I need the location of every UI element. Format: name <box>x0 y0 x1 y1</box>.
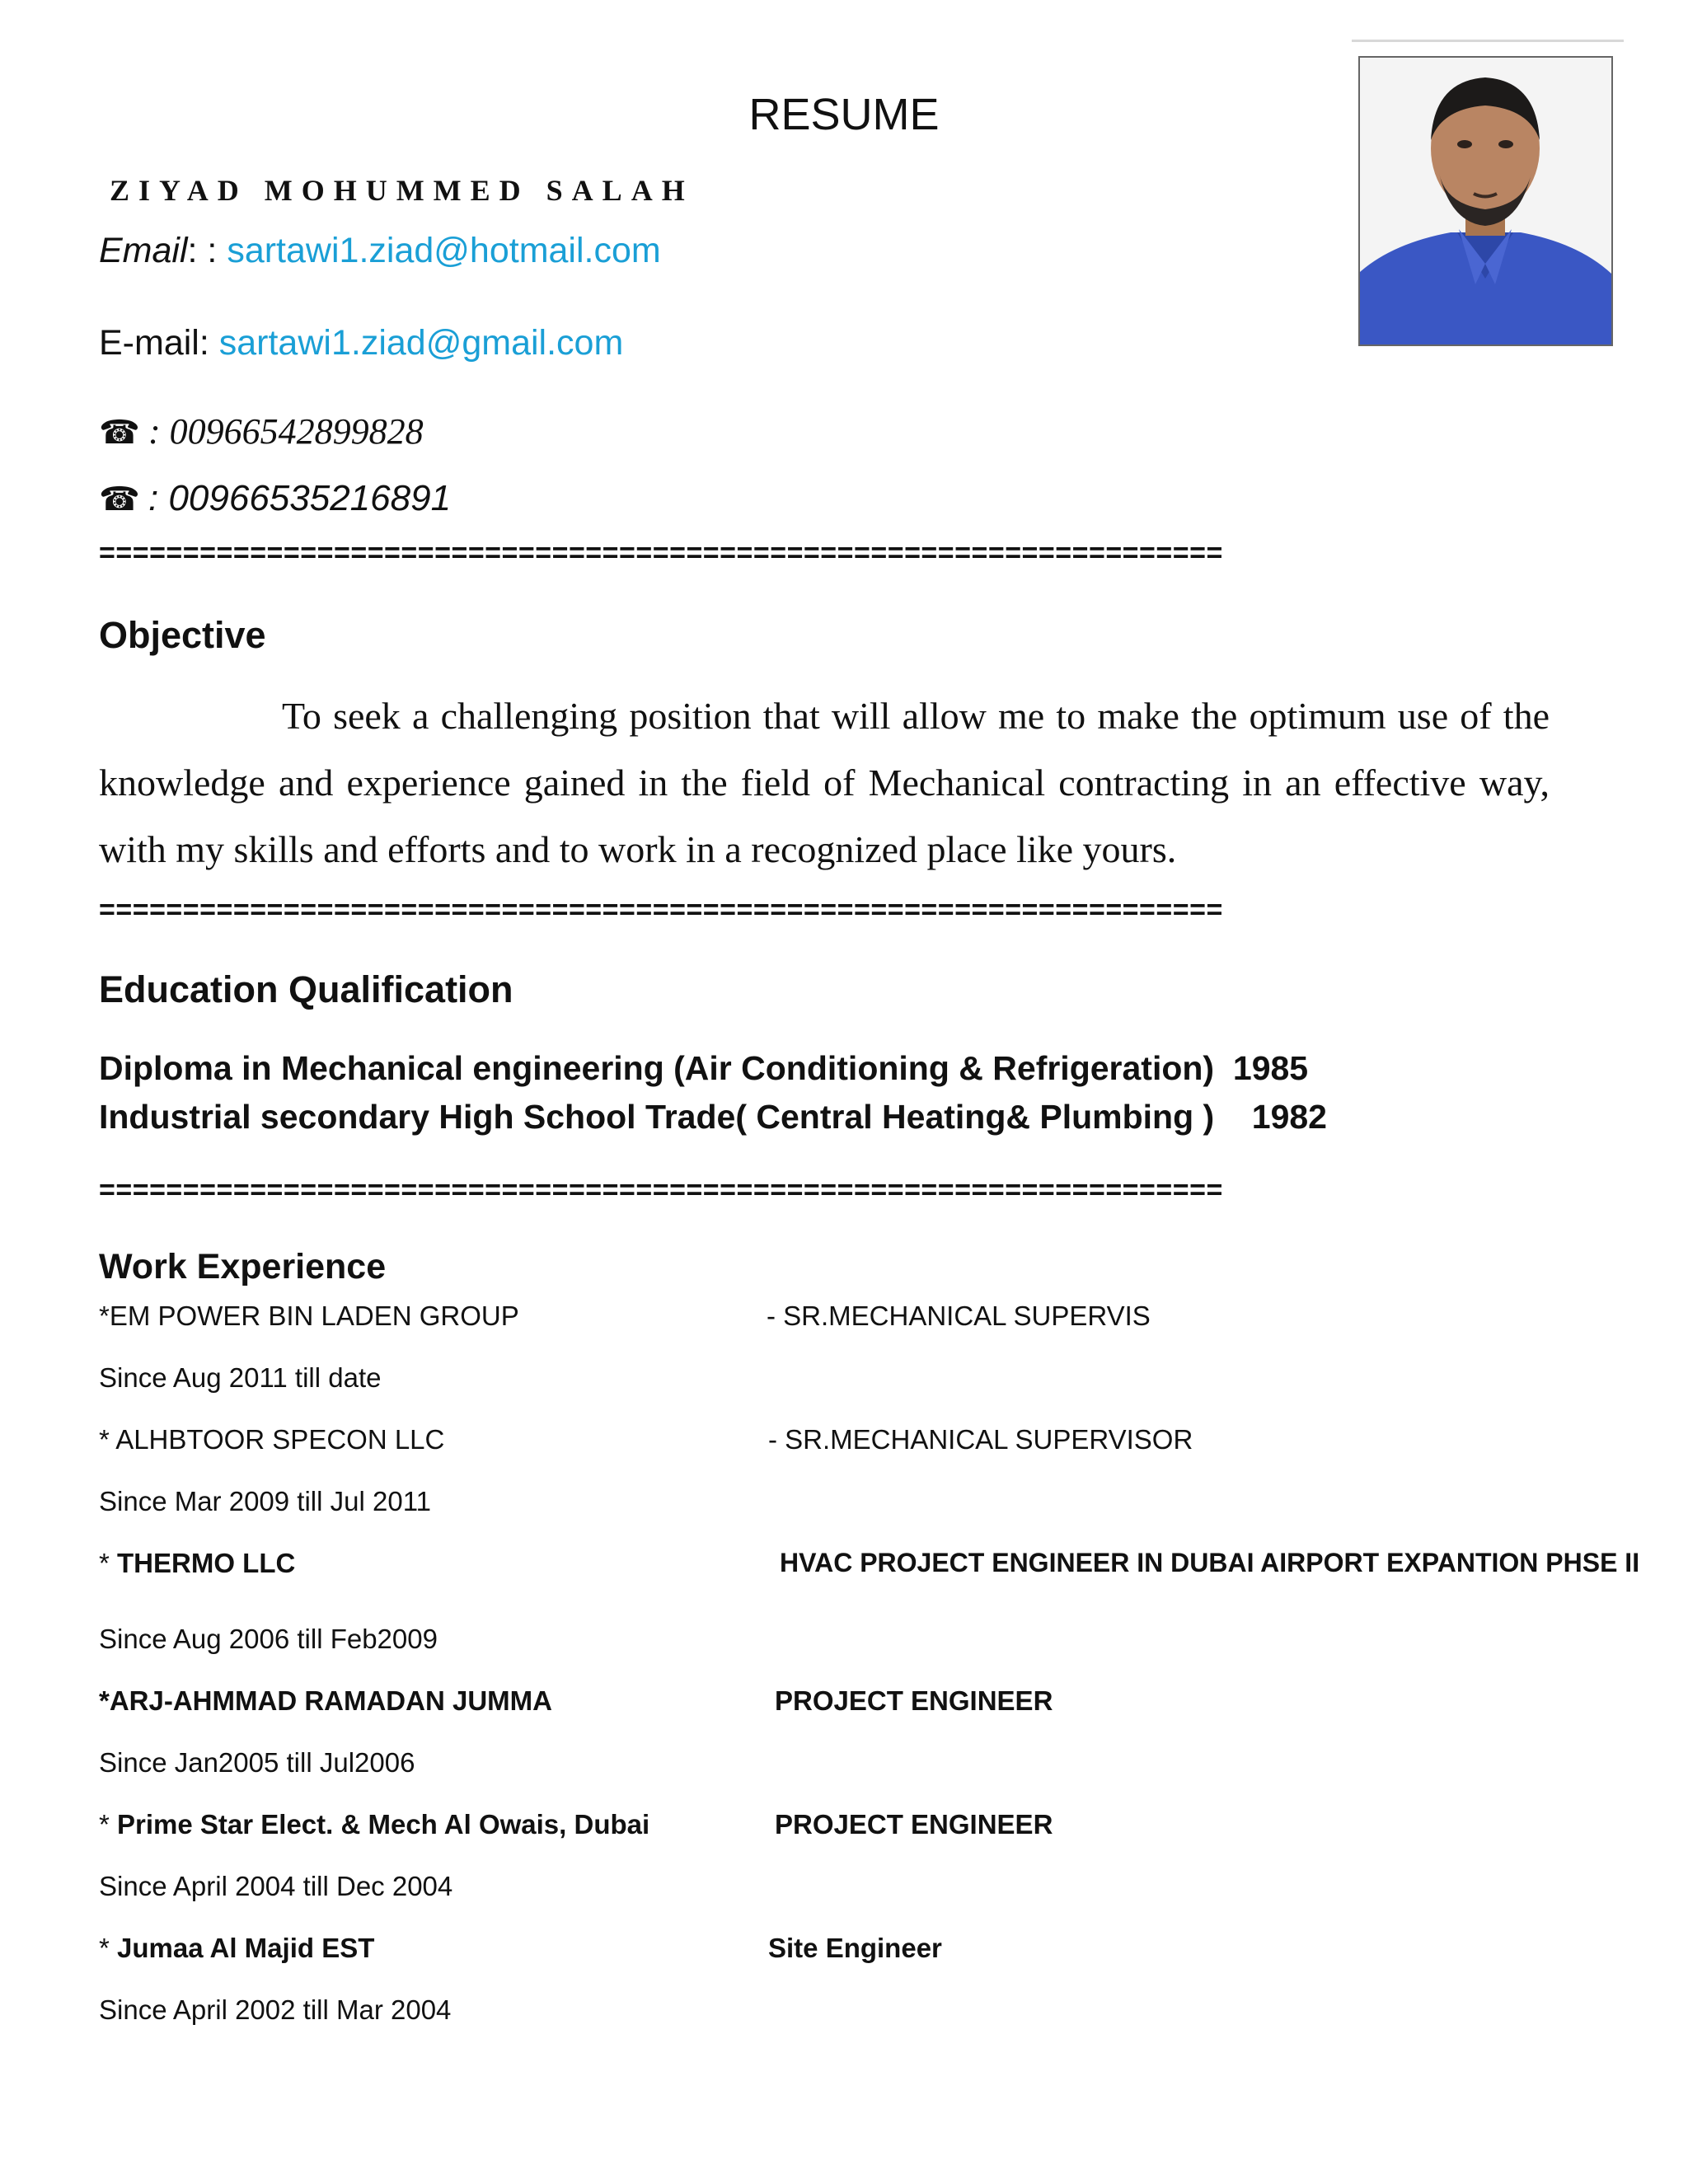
email-link-hotmail[interactable]: sartawi1.ziad@hotmail.com <box>227 231 661 270</box>
education-degree: Diploma in Mechanical engineering (Air Conditioning & Refrigeration) <box>99 1049 1215 1087</box>
job-bullet: * <box>99 1809 118 1840</box>
job-bullet: * <box>99 1933 118 1963</box>
telephone-icon: ☎ <box>99 414 140 451</box>
job-role: PROJECT ENGINEER <box>775 1685 1053 1716</box>
phone-line-1 <box>99 410 424 452</box>
profile-photo <box>1358 56 1613 346</box>
header-rule <box>1352 40 1624 42</box>
job-role: HVAC PROJECT ENGINEER IN DUBAI AIRPORT EXPANTION PHSE II <box>780 1548 1640 1577</box>
candidate-name: ZIYAD MOHUMMED SALAH <box>110 174 694 207</box>
job-company: * ALHBTOOR SPECON LLC <box>99 1424 445 1455</box>
telephone-icon: ☎ <box>99 481 140 518</box>
job-period: Since Mar 2009 till Jul 2011 <box>99 1486 431 1516</box>
email-line-2 <box>99 323 623 363</box>
email-line-1 <box>99 231 661 271</box>
phone-number-1: : 00966542899828 <box>148 411 424 452</box>
job-company-line <box>99 1809 649 1840</box>
email-link-gmail[interactable]: sartawi1.ziad@gmail.com <box>218 323 624 363</box>
education-item-highschool <box>99 1098 1327 1137</box>
education-item-diploma <box>99 1049 1308 1088</box>
job-period: Since April 2002 till Mar 2004 <box>99 1994 452 2025</box>
job-period: Since Jan2005 till Jul2006 <box>99 1747 415 1778</box>
education-year: 1985 <box>1232 1049 1309 1087</box>
objective-heading: Objective <box>99 614 266 656</box>
page-title: RESUME <box>748 90 940 139</box>
divider-2: =================================================================== <box>99 894 1223 926</box>
job-role: - SR.MECHANICAL SUPERVIS <box>767 1301 1151 1331</box>
objective-text: To seek a challenging position that will allow me to make the optimum use of the knowledge and experience gained in the field of Mechanical contracting in an effective way, with my skills and efforts and to work in a recognized place like yours. <box>99 695 1550 870</box>
job-company-line <box>99 1548 295 1579</box>
email-label-2: E-mail: <box>99 323 209 363</box>
job-role: - SR.MECHANICAL SUPERVISOR <box>768 1424 1193 1455</box>
divider-3: =================================================================== <box>99 1174 1223 1206</box>
job-period: Since Aug 2011 till date <box>99 1362 382 1393</box>
job-role: Site Engineer <box>768 1933 942 1963</box>
job-company: *EM POWER BIN LADEN GROUP <box>99 1301 519 1331</box>
education-degree: Industrial secondary High School Trade( Central Heating& Plumbing ) <box>99 1098 1215 1136</box>
job-company: THERMO LLC <box>117 1548 296 1578</box>
job-company: Jumaa Al Majid EST <box>117 1933 375 1963</box>
job-role: PROJECT ENGINEER <box>775 1809 1053 1840</box>
job-company-line <box>99 1933 374 1964</box>
job-company: *ARJ-AHMMAD RAMADAN JUMMA <box>99 1685 552 1716</box>
person-portrait-icon <box>1360 58 1611 344</box>
education-year: 1982 <box>1251 1098 1327 1136</box>
phone-line-2 <box>99 478 451 519</box>
education-heading: Education Qualification <box>99 968 513 1010</box>
job-bullet: * <box>99 1548 118 1578</box>
job-period: Since Aug 2006 till Feb2009 <box>99 1624 438 1654</box>
email-label: Email <box>99 231 188 270</box>
phone-number-2: : 00966535216891 <box>148 478 452 518</box>
job-company: Prime Star Elect. & Mech Al Owais, Dubai <box>117 1809 650 1840</box>
job-period: Since April 2004 till Dec 2004 <box>99 1871 453 1901</box>
email-separator: : : <box>187 231 218 270</box>
work-heading: Work Experience <box>99 1247 387 1286</box>
divider-1: =================================================================== <box>99 537 1223 569</box>
